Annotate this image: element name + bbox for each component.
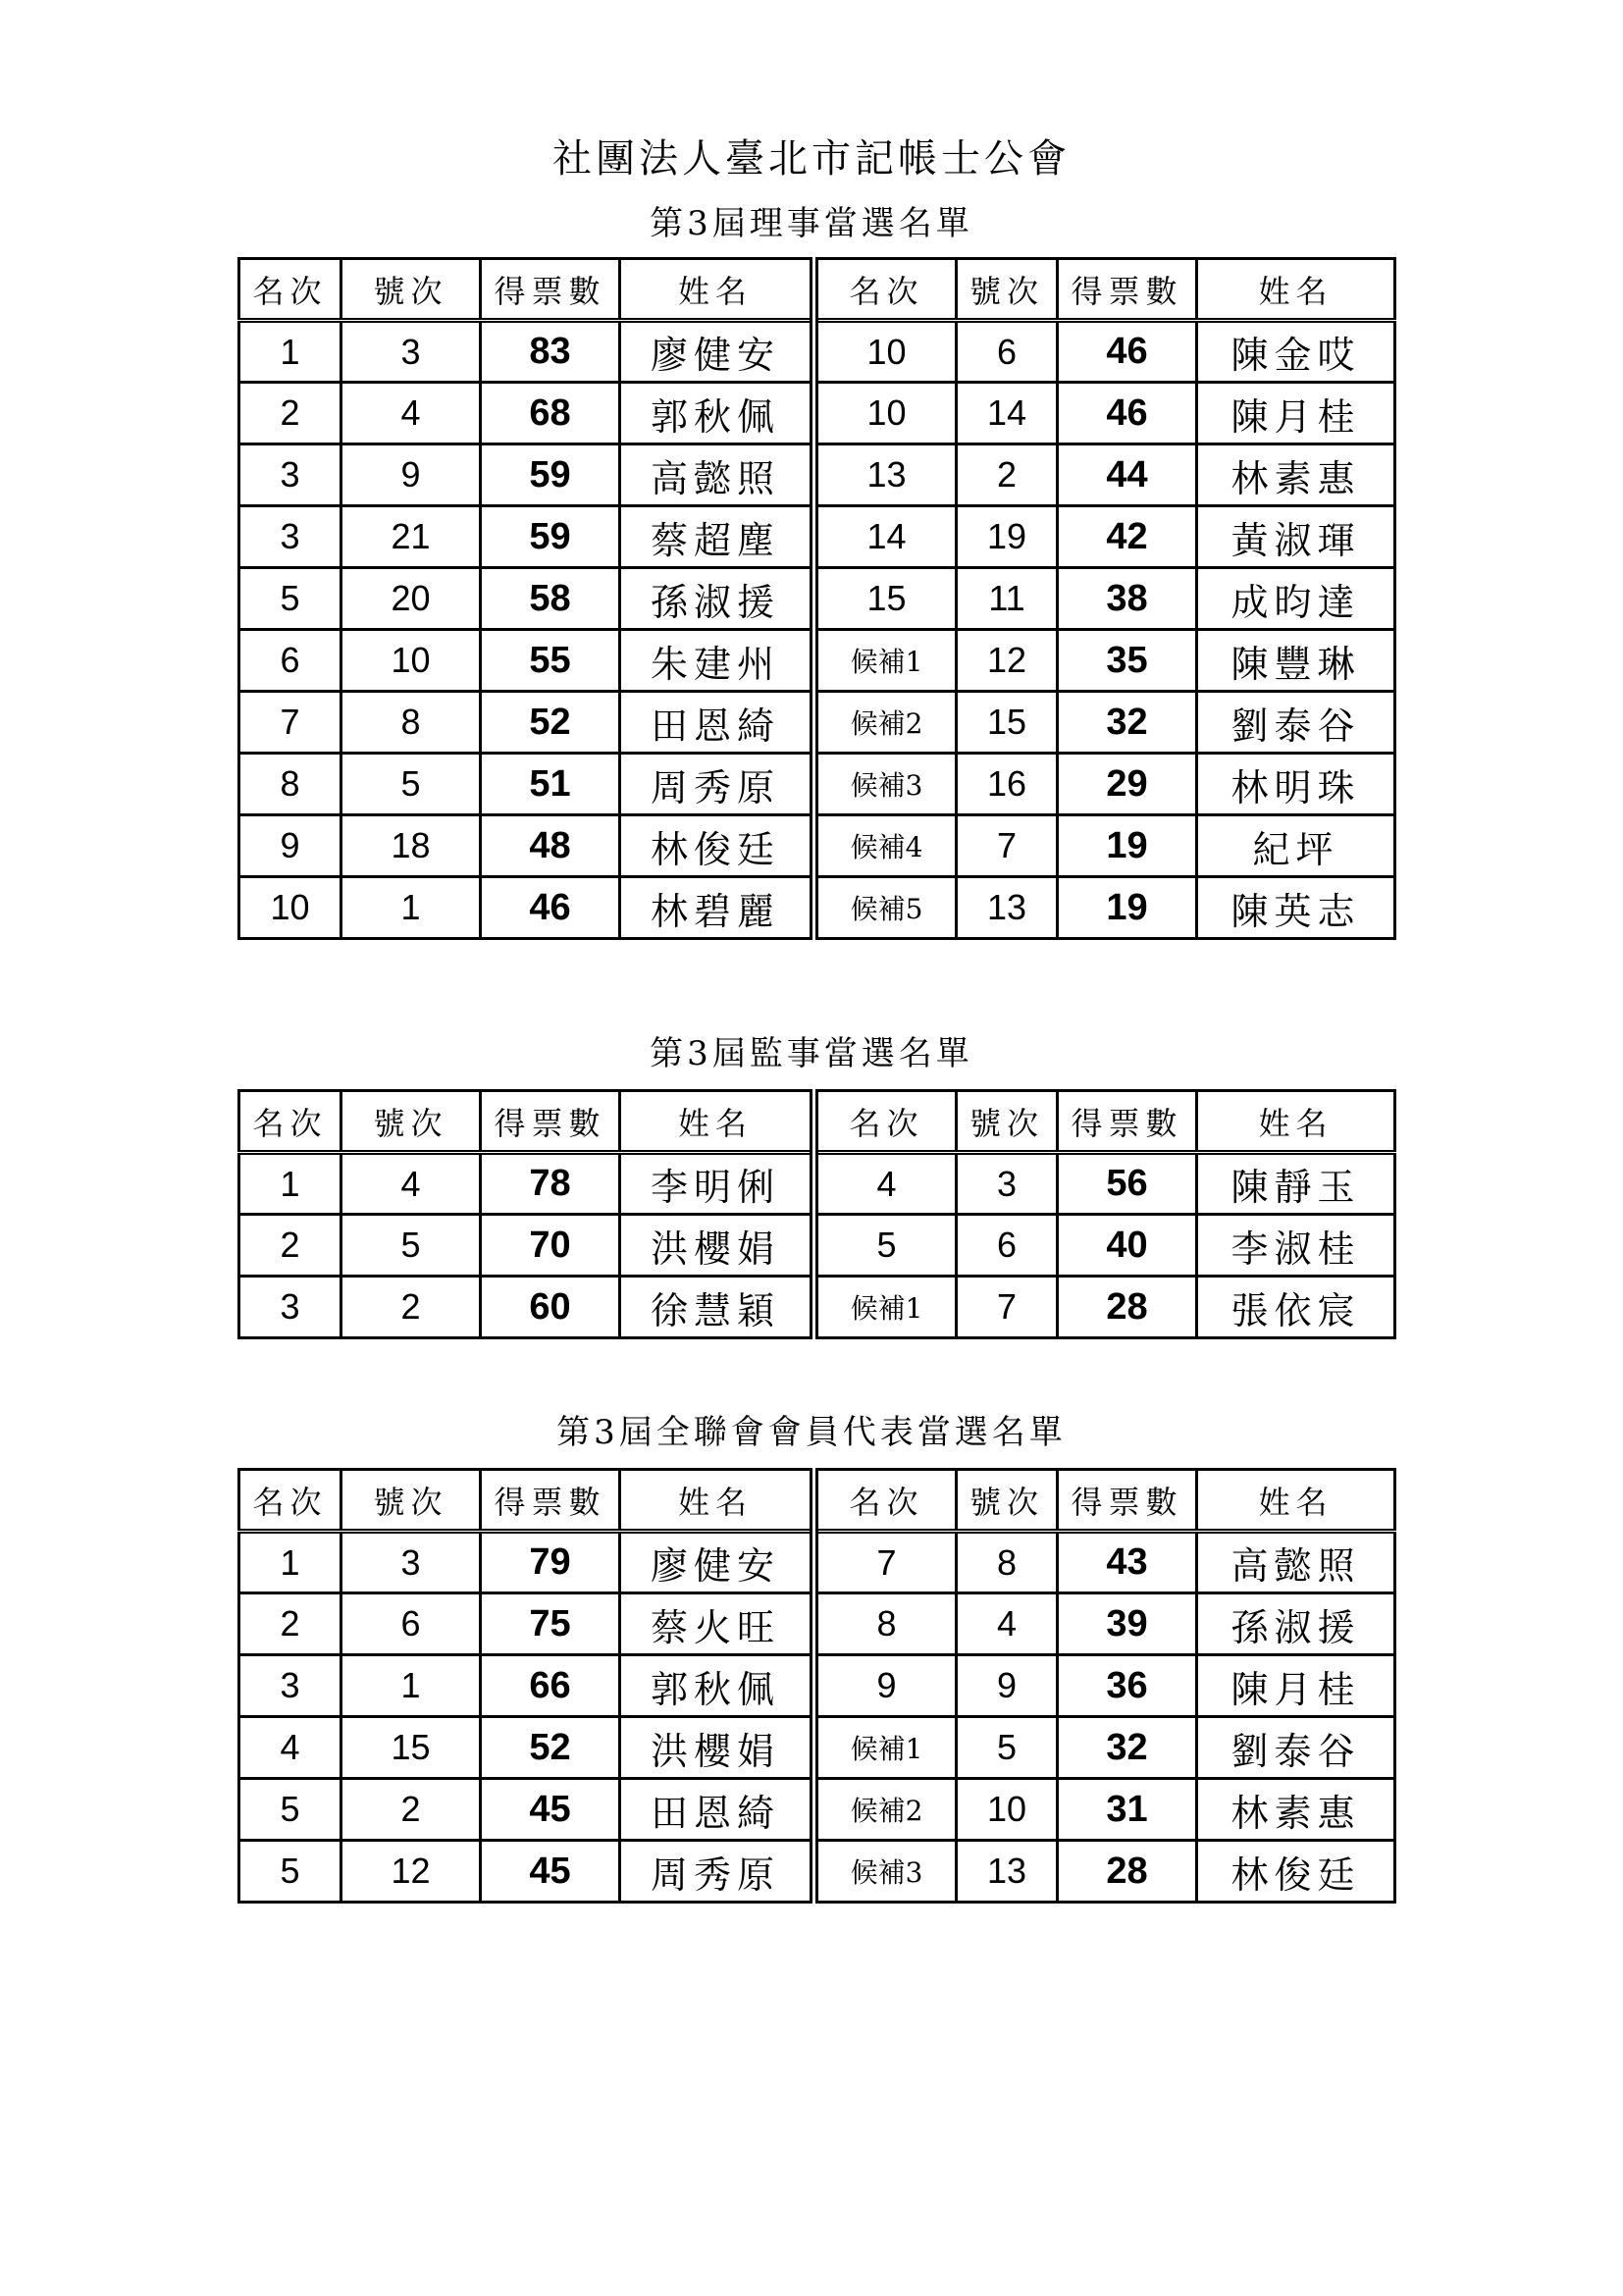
name-cell: 陳金哎 xyxy=(1197,321,1395,383)
name-cell: 林俊廷 xyxy=(620,815,814,877)
vote-cell: 31 xyxy=(1058,1779,1197,1841)
number-cell: 20 xyxy=(341,568,481,630)
column-header-name: 姓名 xyxy=(1197,1470,1395,1532)
vote-cell: 75 xyxy=(481,1593,620,1655)
number-cell: 4 xyxy=(957,1593,1058,1655)
vote-cell: 79 xyxy=(481,1532,620,1593)
rank-cell: 5 xyxy=(239,1779,341,1841)
name-cell: 張依宸 xyxy=(1197,1277,1395,1338)
name-cell: 紀坪 xyxy=(1197,815,1395,877)
document-title: 社團法人臺北市記帳士公會 xyxy=(552,136,1071,182)
rank-cell: 9 xyxy=(814,1655,957,1717)
number-cell: 5 xyxy=(341,754,481,815)
vote-cell: 40 xyxy=(1058,1215,1197,1277)
name-cell: 郭秋佩 xyxy=(620,383,814,444)
number-cell: 6 xyxy=(957,1215,1058,1277)
number-cell: 5 xyxy=(957,1717,1058,1779)
number-cell: 19 xyxy=(957,506,1058,568)
name-cell: 劉泰谷 xyxy=(1197,692,1395,754)
number-cell: 8 xyxy=(341,692,481,754)
number-cell: 2 xyxy=(341,1779,481,1841)
number-cell: 12 xyxy=(341,1841,481,1903)
column-header-rank: 名次 xyxy=(239,1470,341,1532)
column-header-number: 號次 xyxy=(341,1470,481,1532)
column-header-number: 號次 xyxy=(341,259,481,321)
table-row xyxy=(239,1717,1395,1779)
vote-cell: 52 xyxy=(481,1717,620,1779)
table-row xyxy=(239,815,1395,877)
rank-cell: 4 xyxy=(239,1717,341,1779)
rank-cell: 13 xyxy=(814,444,957,506)
column-header-vote: 得票數 xyxy=(481,1091,620,1153)
rank-cell: 7 xyxy=(239,692,341,754)
number-cell: 6 xyxy=(341,1593,481,1655)
rank-cell: 候補1 xyxy=(814,1277,957,1338)
vote-cell: 29 xyxy=(1058,754,1197,815)
representatives-table xyxy=(237,1468,1396,1904)
name-cell: 李淑桂 xyxy=(1197,1215,1395,1277)
name-cell: 林素惠 xyxy=(1197,444,1395,506)
rank-cell: 10 xyxy=(814,383,957,444)
rank-cell: 1 xyxy=(239,321,341,383)
column-header-name: 姓名 xyxy=(620,1091,814,1153)
column-header-rank: 名次 xyxy=(239,259,341,321)
number-cell: 6 xyxy=(957,321,1058,383)
name-cell: 孫淑援 xyxy=(620,568,814,630)
number-cell: 4 xyxy=(341,383,481,444)
rank-cell: 3 xyxy=(239,444,341,506)
column-header-number: 號次 xyxy=(957,1470,1058,1532)
table-row xyxy=(239,383,1395,444)
name-cell: 孫淑援 xyxy=(1197,1593,1395,1655)
number-cell: 21 xyxy=(341,506,481,568)
table-row xyxy=(239,1841,1395,1903)
rank-cell: 候補3 xyxy=(814,754,957,815)
table-row xyxy=(239,754,1395,815)
rank-cell: 10 xyxy=(814,321,957,383)
vote-cell: 19 xyxy=(1058,815,1197,877)
number-cell: 3 xyxy=(957,1153,1058,1215)
name-cell: 陳月桂 xyxy=(1197,1655,1395,1717)
vote-cell: 46 xyxy=(1058,383,1197,444)
name-cell: 郭秋佩 xyxy=(620,1655,814,1717)
vote-cell: 48 xyxy=(481,815,620,877)
vote-cell: 83 xyxy=(481,321,620,383)
directors-table xyxy=(237,257,1396,940)
supervisors-table xyxy=(237,1089,1396,1339)
rank-cell: 2 xyxy=(239,383,341,444)
vote-cell: 38 xyxy=(1058,568,1197,630)
name-cell: 林俊廷 xyxy=(1197,1841,1395,1903)
table-row xyxy=(239,1277,1395,1338)
vote-cell: 35 xyxy=(1058,630,1197,692)
column-header-name: 姓名 xyxy=(1197,1091,1395,1153)
number-cell: 13 xyxy=(957,877,1058,939)
name-cell: 廖健安 xyxy=(620,321,814,383)
column-header-name: 姓名 xyxy=(620,1470,814,1532)
number-cell: 5 xyxy=(341,1215,481,1277)
rank-cell: 10 xyxy=(239,877,341,939)
number-cell: 9 xyxy=(341,444,481,506)
header-row xyxy=(239,1091,1395,1153)
table-row xyxy=(239,1153,1395,1215)
number-cell: 7 xyxy=(957,1277,1058,1338)
rank-cell: 8 xyxy=(814,1593,957,1655)
column-header-vote: 得票數 xyxy=(481,1470,620,1532)
vote-cell: 45 xyxy=(481,1841,620,1903)
rank-cell: 1 xyxy=(239,1153,341,1215)
name-cell: 蔡超塵 xyxy=(620,506,814,568)
table-row xyxy=(239,444,1395,506)
vote-cell: 59 xyxy=(481,506,620,568)
number-cell: 10 xyxy=(341,630,481,692)
name-cell: 劉泰谷 xyxy=(1197,1717,1395,1779)
number-cell: 11 xyxy=(957,568,1058,630)
table-row xyxy=(239,568,1395,630)
rank-cell: 14 xyxy=(814,506,957,568)
name-cell: 林素惠 xyxy=(1197,1779,1395,1841)
rank-cell: 8 xyxy=(239,754,341,815)
name-cell: 林明珠 xyxy=(1197,754,1395,815)
rank-cell: 候補1 xyxy=(814,630,957,692)
table-row xyxy=(239,630,1395,692)
column-header-rank: 名次 xyxy=(239,1091,341,1153)
rank-cell: 5 xyxy=(814,1215,957,1277)
vote-cell: 45 xyxy=(481,1779,620,1841)
rank-cell: 6 xyxy=(239,630,341,692)
name-cell: 黃淑琿 xyxy=(1197,506,1395,568)
vote-cell: 43 xyxy=(1058,1532,1197,1593)
column-header-rank: 名次 xyxy=(814,1091,957,1153)
table-row xyxy=(239,321,1395,383)
rank-cell: 候補3 xyxy=(814,1841,957,1903)
column-header-rank: 名次 xyxy=(814,1470,957,1532)
number-cell: 1 xyxy=(341,877,481,939)
column-header-name: 姓名 xyxy=(620,259,814,321)
name-cell: 周秀原 xyxy=(620,754,814,815)
vote-cell: 78 xyxy=(481,1153,620,1215)
section-title-representatives: 第3屆全聯會會員代表當選名單 xyxy=(556,1413,1067,1452)
number-cell: 8 xyxy=(957,1532,1058,1593)
column-header-number: 號次 xyxy=(957,1091,1058,1153)
name-cell: 洪櫻娟 xyxy=(620,1215,814,1277)
rank-cell: 候補5 xyxy=(814,877,957,939)
vote-cell: 51 xyxy=(481,754,620,815)
name-cell: 陳月桂 xyxy=(1197,383,1395,444)
table-row xyxy=(239,692,1395,754)
vote-cell: 46 xyxy=(1058,321,1197,383)
rank-cell: 5 xyxy=(239,1841,341,1903)
name-cell: 周秀原 xyxy=(620,1841,814,1903)
name-cell: 高懿照 xyxy=(1197,1532,1395,1593)
table-row xyxy=(239,1779,1395,1841)
number-cell: 3 xyxy=(341,1532,481,1593)
column-header-vote: 得票數 xyxy=(481,259,620,321)
vote-cell: 19 xyxy=(1058,877,1197,939)
table-row xyxy=(239,506,1395,568)
rank-cell: 3 xyxy=(239,1655,341,1717)
vote-cell: 39 xyxy=(1058,1593,1197,1655)
column-header-number: 號次 xyxy=(341,1091,481,1153)
name-cell: 陳英志 xyxy=(1197,877,1395,939)
vote-cell: 68 xyxy=(481,383,620,444)
name-cell: 朱建州 xyxy=(620,630,814,692)
name-cell: 田恩綺 xyxy=(620,692,814,754)
number-cell: 10 xyxy=(957,1779,1058,1841)
vote-cell: 28 xyxy=(1058,1277,1197,1338)
name-cell: 洪櫻娟 xyxy=(620,1717,814,1779)
rank-cell: 4 xyxy=(814,1153,957,1215)
table-row xyxy=(239,1593,1395,1655)
number-cell: 12 xyxy=(957,630,1058,692)
column-header-number: 號次 xyxy=(957,259,1058,321)
rank-cell: 15 xyxy=(814,568,957,630)
name-cell: 陳靜玉 xyxy=(1197,1153,1395,1215)
column-header-name: 姓名 xyxy=(1197,259,1395,321)
column-header-vote: 得票數 xyxy=(1058,259,1197,321)
table-row xyxy=(239,1215,1395,1277)
vote-cell: 36 xyxy=(1058,1655,1197,1717)
name-cell: 廖健安 xyxy=(620,1532,814,1593)
vote-cell: 52 xyxy=(481,692,620,754)
section-title-directors: 第3屆理事當選名單 xyxy=(650,204,973,243)
table-row xyxy=(239,1655,1395,1717)
name-cell: 蔡火旺 xyxy=(620,1593,814,1655)
column-header-rank: 名次 xyxy=(814,259,957,321)
name-cell: 徐慧穎 xyxy=(620,1277,814,1338)
number-cell: 14 xyxy=(957,383,1058,444)
rank-cell: 候補2 xyxy=(814,692,957,754)
number-cell: 9 xyxy=(957,1655,1058,1717)
vote-cell: 70 xyxy=(481,1215,620,1277)
rank-cell: 候補2 xyxy=(814,1779,957,1841)
number-cell: 4 xyxy=(341,1153,481,1215)
number-cell: 16 xyxy=(957,754,1058,815)
vote-cell: 32 xyxy=(1058,1717,1197,1779)
name-cell: 高懿照 xyxy=(620,444,814,506)
rank-cell: 2 xyxy=(239,1215,341,1277)
column-header-vote: 得票數 xyxy=(1058,1091,1197,1153)
rank-cell: 候補1 xyxy=(814,1717,957,1779)
vote-cell: 59 xyxy=(481,444,620,506)
number-cell: 15 xyxy=(957,692,1058,754)
header-row xyxy=(239,259,1395,321)
vote-cell: 66 xyxy=(481,1655,620,1717)
name-cell: 陳豐琳 xyxy=(1197,630,1395,692)
table-row xyxy=(239,1532,1395,1593)
number-cell: 1 xyxy=(341,1655,481,1717)
rank-cell: 5 xyxy=(239,568,341,630)
vote-cell: 55 xyxy=(481,630,620,692)
name-cell: 成昀達 xyxy=(1197,568,1395,630)
rank-cell: 候補4 xyxy=(814,815,957,877)
name-cell: 李明俐 xyxy=(620,1153,814,1215)
vote-cell: 46 xyxy=(481,877,620,939)
section-title-supervisors: 第3屆監事當選名單 xyxy=(650,1034,973,1073)
rank-cell: 9 xyxy=(239,815,341,877)
vote-cell: 58 xyxy=(481,568,620,630)
vote-cell: 44 xyxy=(1058,444,1197,506)
rank-cell: 3 xyxy=(239,506,341,568)
number-cell: 2 xyxy=(341,1277,481,1338)
number-cell: 18 xyxy=(341,815,481,877)
number-cell: 3 xyxy=(341,321,481,383)
table-row xyxy=(239,877,1395,939)
vote-cell: 42 xyxy=(1058,506,1197,568)
rank-cell: 1 xyxy=(239,1532,341,1593)
name-cell: 田恩綺 xyxy=(620,1779,814,1841)
rank-cell: 3 xyxy=(239,1277,341,1338)
vote-cell: 56 xyxy=(1058,1153,1197,1215)
number-cell: 13 xyxy=(957,1841,1058,1903)
name-cell: 林碧麗 xyxy=(620,877,814,939)
vote-cell: 60 xyxy=(481,1277,620,1338)
vote-cell: 32 xyxy=(1058,692,1197,754)
number-cell: 2 xyxy=(957,444,1058,506)
rank-cell: 7 xyxy=(814,1532,957,1593)
number-cell: 7 xyxy=(957,815,1058,877)
rank-cell: 2 xyxy=(239,1593,341,1655)
vote-cell: 28 xyxy=(1058,1841,1197,1903)
column-header-vote: 得票數 xyxy=(1058,1470,1197,1532)
header-row xyxy=(239,1470,1395,1532)
number-cell: 15 xyxy=(341,1717,481,1779)
